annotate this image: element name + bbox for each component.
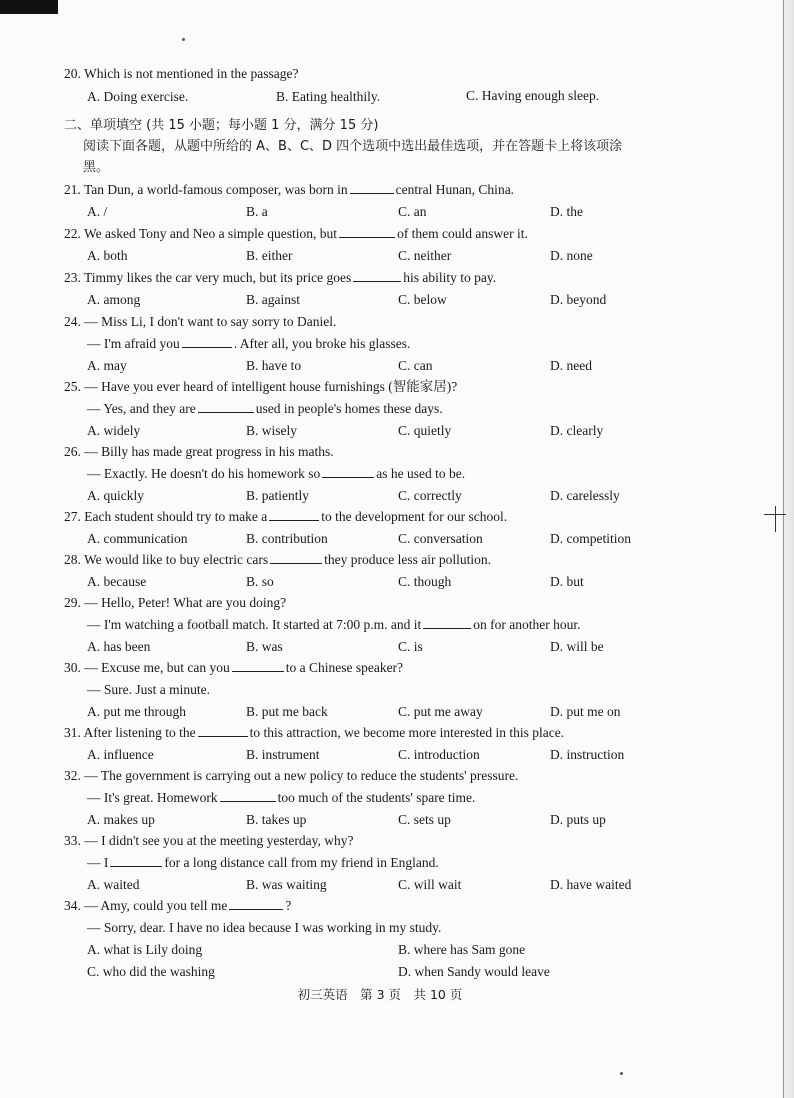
q29-option-a: A. has been xyxy=(87,639,151,654)
q28-option-d: D. but xyxy=(550,574,584,589)
q32-option-c: C. sets up xyxy=(398,812,451,827)
q24-option-a: A. may xyxy=(87,358,127,373)
question-32-reply: — It's great. Homework too much of the students' spare time. xyxy=(87,790,476,805)
question-22-stem: 22. We asked Tony and Neo a simple question, but of them could answer it. xyxy=(64,226,528,241)
question-25-stem: 25. — Have you ever heard of intelligent house furnishings (智能家居)? xyxy=(64,379,458,394)
q22-option-a: A. both xyxy=(87,248,128,263)
question-24-stem: 24. — Miss Li, I don't want to say sorry to Daniel. xyxy=(64,314,337,329)
q29-option-c: C. is xyxy=(398,639,423,654)
question-26-stem: 26. — Billy has made great progress in his maths. xyxy=(64,444,334,459)
q24-option-c: C. can xyxy=(398,358,433,373)
q34-option-b: B. where has Sam gone xyxy=(398,942,526,957)
speck xyxy=(620,1072,623,1075)
question-32-stem: 32. — The government is carrying out a new policy to reduce the students' pressure. xyxy=(64,768,519,783)
question-29-stem: 29. — Hello, Peter! What are you doing? xyxy=(64,595,287,610)
q34-option-c: C. who did the washing xyxy=(87,964,215,979)
question-27-stem: 27. Each student should try to make a to the development for our school. xyxy=(64,509,508,524)
q31-option-d: D. instruction xyxy=(550,747,625,762)
q27-option-b: B. contribution xyxy=(246,531,328,546)
question-34-stem: 34. — Amy, could you tell me ? xyxy=(64,898,292,913)
q28-option-b: B. so xyxy=(246,574,274,589)
q26-option-b: B. patiently xyxy=(246,488,309,503)
q23-option-d: D. beyond xyxy=(550,292,607,307)
crop-mark-vertical xyxy=(775,506,776,532)
q25-option-a: A. widely xyxy=(87,423,141,438)
q28-option-a: A. because xyxy=(87,574,147,589)
q32-option-b: B. takes up xyxy=(246,812,307,827)
section-instructions-cont: 黑。 xyxy=(83,160,110,175)
scan-edge-line xyxy=(783,0,784,1098)
q21-option-b: B. a xyxy=(246,204,268,219)
q30-option-c: C. put me away xyxy=(398,704,483,719)
q25-option-c: C. quietly xyxy=(398,423,452,438)
q33-option-d: D. have waited xyxy=(550,877,632,892)
q32-option-d: D. puts up xyxy=(550,812,606,827)
q29-option-b: B. was xyxy=(246,639,283,654)
q31-option-a: A. influence xyxy=(87,747,154,762)
q27-option-a: A. communication xyxy=(87,531,188,546)
q30-option-b: B. put me back xyxy=(246,704,328,719)
question-33-stem: 33. — I didn't see you at the meeting yesterday, why? xyxy=(64,833,354,848)
q24-option-b: B. have to xyxy=(246,358,302,373)
q22-option-d: D. none xyxy=(550,248,593,263)
q29-option-d: D. will be xyxy=(550,639,604,654)
q30-option-d: D. put me on xyxy=(550,704,621,719)
q32-option-a: A. makes up xyxy=(87,812,155,827)
q20-option-a: A. Doing exercise. xyxy=(87,89,189,104)
q25-option-d: D. clearly xyxy=(550,423,604,438)
q26-option-c: C. correctly xyxy=(398,488,462,503)
q22-option-b: B. either xyxy=(246,248,293,263)
q27-option-c: C. conversation xyxy=(398,531,483,546)
q23-option-a: A. among xyxy=(87,292,141,307)
question-24-reply: — I'm afraid you . After all, you broke his glasses. xyxy=(87,336,411,351)
question-34-reply: — Sorry, dear. I have no idea because I was working in my study. xyxy=(87,920,442,935)
question-31-stem: 31. After listening to the to this attraction, we become more interested in this place. xyxy=(64,725,565,740)
question-33-reply: — I for a long distance call from my friend in England. xyxy=(87,855,439,870)
q31-option-c: C. introduction xyxy=(398,747,480,762)
q34-option-a: A. what is Lily doing xyxy=(87,942,203,957)
question-30-stem: 30. — Excuse me, but can you to a Chinese speaker? xyxy=(64,660,404,675)
q20-option-c: C. Having enough sleep. xyxy=(466,88,600,103)
q24-option-d: D. need xyxy=(550,358,592,373)
q27-option-d: D. competition xyxy=(550,531,631,546)
q21-option-d: D. the xyxy=(550,204,583,219)
question-28-stem: 28. We would like to buy electric cars they produce less air pollution. xyxy=(64,552,491,567)
question-23-stem: 23. Timmy likes the car very much, but its price goes his ability to pay. xyxy=(64,270,497,285)
q33-option-b: B. was waiting xyxy=(246,877,327,892)
speck xyxy=(182,38,185,41)
question-21-stem: 21. Tan Dun, a world-famous composer, was born in central Hunan, China. xyxy=(64,182,515,197)
q20-option-b: B. Eating healthily. xyxy=(276,89,381,104)
scan-corner-mark xyxy=(0,0,58,14)
question-26-reply: — Exactly. He doesn't do his homework so as he used to be. xyxy=(87,466,466,481)
q23-option-c: C. below xyxy=(398,292,447,307)
q26-option-d: D. carelessly xyxy=(550,488,620,503)
q23-option-b: B. against xyxy=(246,292,300,307)
question-30-reply: — Sure. Just a minute. xyxy=(87,682,210,697)
section-instructions: 阅读下面各题，从题中所给的 A、B、C、D 四个选项中选出最佳选项，并在答题卡上将该项涂 xyxy=(83,139,623,154)
section-heading: 二、单项填空 (共 15 小题；每小题 1 分，满分 15 分) xyxy=(64,118,379,133)
question-25-reply: — Yes, and they are used in people's homes these days. xyxy=(87,401,443,416)
q33-option-a: A. waited xyxy=(87,877,140,892)
question-29-reply: — I'm watching a football match. It started at 7:00 p.m. and it on for another hour. xyxy=(87,617,581,632)
q26-option-a: A. quickly xyxy=(87,488,144,503)
q33-option-c: C. will wait xyxy=(398,877,462,892)
q21-option-a: A. / xyxy=(87,204,108,219)
q30-option-a: A. put me through xyxy=(87,704,186,719)
q34-option-d: D. when Sandy would leave xyxy=(398,964,550,979)
q31-option-b: B. instrument xyxy=(246,747,320,762)
q28-option-c: C. though xyxy=(398,574,452,589)
page-footer: 初三英语 第 3 页 共 10 页 xyxy=(297,987,463,1002)
question-20-stem: 20. Which is not mentioned in the passage? xyxy=(64,66,299,81)
q22-option-c: C. neither xyxy=(398,248,452,263)
q21-option-c: C. an xyxy=(398,204,427,219)
q25-option-b: B. wisely xyxy=(246,423,298,438)
